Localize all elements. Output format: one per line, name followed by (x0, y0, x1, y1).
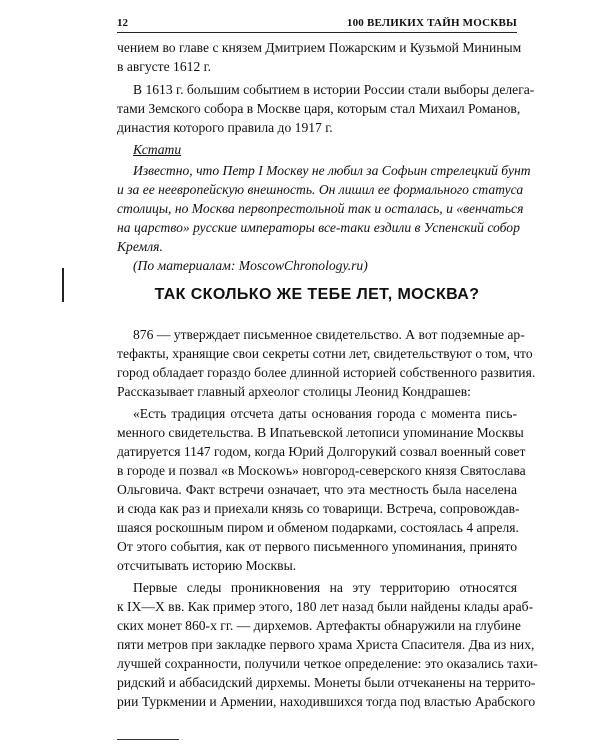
text-line: «Есть традиция отсчета даты основания города с момента пись- (133, 406, 517, 421)
text-line: к IX—X вв. Как пример этого, 180 лет назад были найдены клады араб- (117, 599, 534, 614)
kstati-line: на царство» русские императоры все-таки ездили в Успенский собор (117, 220, 520, 235)
kstati-line: Известно, что Петр I Москву не любил за Софьин стрелецкий бунт (133, 163, 531, 178)
text-line: В 1613 г. большим событием в истории России стали выборы делега- (133, 82, 535, 97)
text-line: тефакты, хранящие свои секреты сотни лет, свидетельствуют о том, что (117, 346, 533, 361)
running-title: 100 ВЕЛИКИХ ТАЙН МОСКВЫ (346, 17, 517, 29)
text-line: рии Туркмении и Армении, находившихся тогда под властью Арабского (117, 694, 536, 709)
text-line: в августе 1612 г. (117, 59, 212, 74)
text-line: отсчитывать историю Москвы. (117, 558, 297, 573)
text-line: Первые следы проникновения на эту территорию относятся (133, 580, 517, 595)
text-line: тами Земского собора в Москве царя, которым стал Михаил Романов, (117, 101, 521, 116)
kstati-line: Кремля. (117, 239, 163, 254)
text-line: лучшей сохранности, получили четкое определение: это оказались тахи- (117, 656, 538, 671)
text-line: менного свидетельства. В Ипатьевской летописи упоминание Москвы (117, 425, 524, 440)
text-line: Рассказывает главный археолог столицы Леонид Кондрашев: (117, 384, 471, 399)
text-line: династия которого правила до 1917 г. (117, 120, 333, 135)
text-line: чением во главе с князем Дмитрием Пожарским и Кузьмой Мининым (117, 40, 522, 55)
text-line: Ольговича. Факт встречи означает, что эта местность была населена (117, 482, 517, 497)
kstati-line: и за ее неевропейскую внешность. Он лишил ее формального статуса (117, 182, 524, 197)
page-number: 12 (117, 17, 128, 29)
kstati-label: Кстати (133, 142, 182, 157)
text-line: город обладает гораздо более длинной историей собственного развития. (117, 365, 536, 380)
kstati-line: столицы, но Москва первопрестольной так и осталась, и «венчаться (117, 201, 524, 216)
page-header (117, 14, 517, 33)
text-line: ридский и аббасидский дирхемы. Монеты были отчеканены на террито- (117, 675, 536, 690)
text-line: От этого события, как от первого письменного упоминания, принято (117, 539, 517, 554)
footnote-rule (117, 739, 179, 740)
text-line: пяти метров при закладке первого храма Христа Спасителя. Два из них, (117, 637, 535, 652)
section-heading: ТАК СКОЛЬКО ЖЕ ТЕБЕ ЛЕТ, МОСКВА? (154, 286, 480, 303)
kstati-source: (По материалам: MoscowChronology.ru) (133, 258, 368, 273)
text-line: и сюда как раз и приехали князь со товарищи. Встреча, сопровождав- (117, 501, 520, 516)
text-line: 876 — утверждает письменное свидетельство. А вот подземные ар- (133, 327, 525, 342)
text-line: в городе и позвал «в Москowь» новгород-северского князя Святослава (117, 463, 526, 478)
text-line: шаяся роскошным пиром и обменом подарками, состоялась 4 апреля. (117, 520, 519, 535)
margin-mark (62, 268, 64, 302)
text-line: датируется 1147 годом, когда Юрий Долгорукий созвал военный совет (117, 444, 526, 459)
text-line: ских монет 860-х гг. — дирхемов. Артефакты обнаружили на глубине (117, 618, 521, 633)
